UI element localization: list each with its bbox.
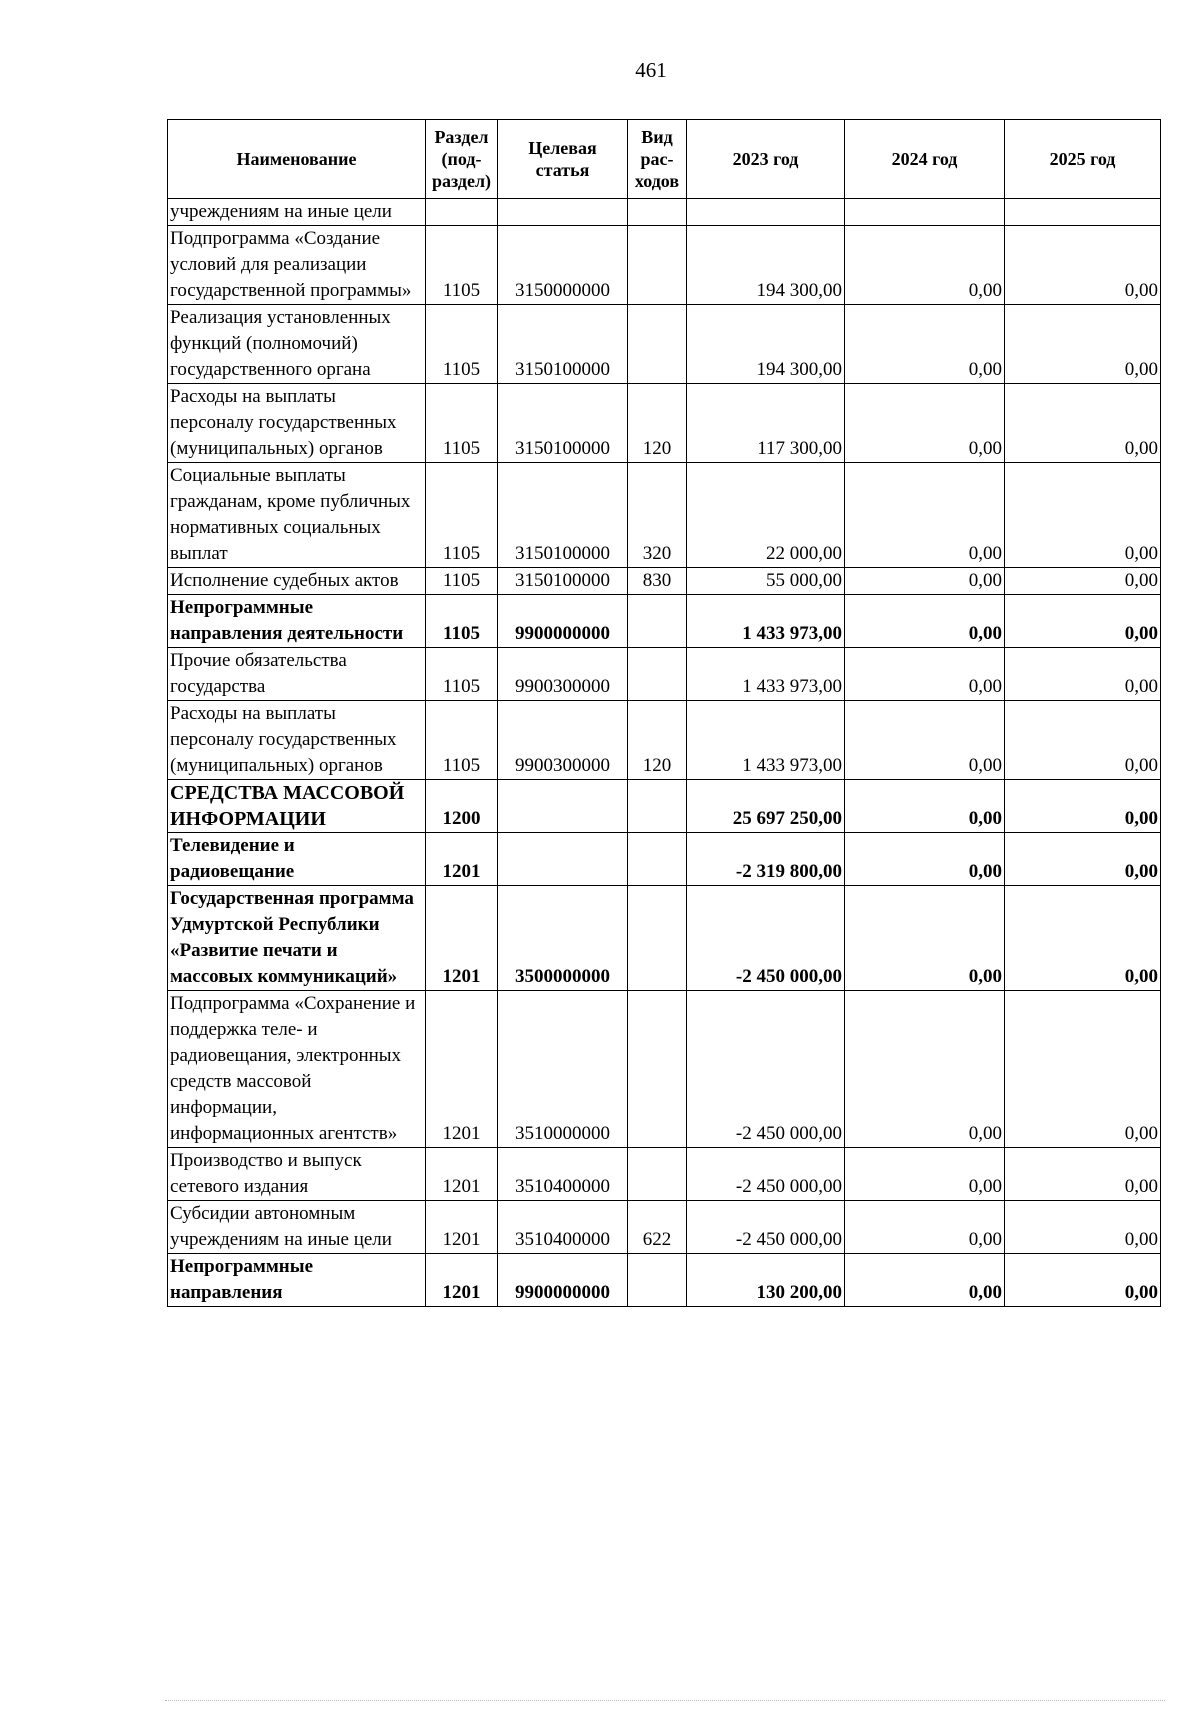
cell-2024: 0,00 [845, 595, 1005, 648]
header-2024: 2024 год [845, 120, 1005, 199]
cell-target: 9900000000 [498, 1254, 628, 1307]
cell-2023: -2 450 000,00 [687, 1201, 845, 1254]
cell-section: 1105 [426, 384, 498, 463]
cell-2025: 0,00 [1005, 305, 1161, 384]
cell-target: 9900300000 [498, 648, 628, 701]
table-row [168, 1201, 1161, 1254]
cell-2023: 130 200,00 [687, 1254, 845, 1307]
cell-target: 3150000000 [498, 226, 628, 305]
cell-name: СРЕДСТВА МАССОВОЙ ИНФОРМАЦИИ [168, 780, 426, 833]
header-2025: 2025 год [1005, 120, 1161, 199]
cell-2025: 0,00 [1005, 463, 1161, 568]
cell-expense-type [628, 305, 687, 384]
cell-name: Подпрограмма «Сохранение и поддержка теле- и радиовещания, электронных средств массовой информации, информационных агентств» [168, 991, 426, 1148]
table-row [168, 384, 1161, 463]
cell-2024: 0,00 [845, 648, 1005, 701]
cell-section: 1105 [426, 463, 498, 568]
cell-2023: 22 000,00 [687, 463, 845, 568]
cell-2024: 0,00 [845, 833, 1005, 886]
cell-2024 [845, 199, 1005, 226]
cell-expense-type [628, 780, 687, 833]
cell-target: 3150100000 [498, 463, 628, 568]
cell-target: 3150100000 [498, 568, 628, 595]
cell-section: 1201 [426, 833, 498, 886]
cell-expense-type [628, 1148, 687, 1201]
cell-2025: 0,00 [1005, 226, 1161, 305]
table-row [168, 1148, 1161, 1201]
table-row [168, 1254, 1161, 1307]
cell-2023: -2 450 000,00 [687, 886, 845, 991]
cell-2023: 1 433 973,00 [687, 595, 845, 648]
cell-2023: 117 300,00 [687, 384, 845, 463]
cell-section: 1105 [426, 701, 498, 780]
cell-name: Расходы на выплаты персоналу государственных (муниципальных) органов [168, 384, 426, 463]
cell-section: 1105 [426, 595, 498, 648]
cell-2024: 0,00 [845, 226, 1005, 305]
cell-2024: 0,00 [845, 384, 1005, 463]
cell-section: 1105 [426, 648, 498, 701]
cell-expense-type: 320 [628, 463, 687, 568]
header-name: Наименование [168, 120, 426, 199]
cell-2023: 25 697 250,00 [687, 780, 845, 833]
cell-target: 3150100000 [498, 384, 628, 463]
header-target: Целевая статья [498, 120, 628, 199]
cell-2024: 0,00 [845, 1201, 1005, 1254]
cell-target [498, 780, 628, 833]
cell-section: 1200 [426, 780, 498, 833]
cell-2024: 0,00 [845, 780, 1005, 833]
cell-expense-type: 120 [628, 384, 687, 463]
cell-target: 3150100000 [498, 305, 628, 384]
cell-2025 [1005, 199, 1161, 226]
cell-expense-type: 830 [628, 568, 687, 595]
header-section: Раздел (под- раздел) [426, 120, 498, 199]
table-row [168, 305, 1161, 384]
cell-2025: 0,00 [1005, 1201, 1161, 1254]
cell-target: 3510400000 [498, 1148, 628, 1201]
table-row [168, 568, 1161, 595]
cell-2023: -2 450 000,00 [687, 1148, 845, 1201]
cell-2025: 0,00 [1005, 384, 1161, 463]
cell-2024: 0,00 [845, 701, 1005, 780]
cell-name: Социальные выплаты гражданам, кроме публичных нормативных социальных выплат [168, 463, 426, 568]
cell-2025: 0,00 [1005, 991, 1161, 1148]
cell-section: 1201 [426, 991, 498, 1148]
cell-name: Исполнение судебных актов [168, 568, 426, 595]
cell-2023 [687, 199, 845, 226]
cell-target: 9900300000 [498, 701, 628, 780]
cell-2025: 0,00 [1005, 595, 1161, 648]
cell-name: Государственная программа Удмуртской Республики «Развитие печати и массовых коммуникаций» [168, 886, 426, 991]
cell-target: 3510400000 [498, 1201, 628, 1254]
table-body [168, 199, 1161, 1307]
cell-expense-type [628, 648, 687, 701]
table-row [168, 991, 1161, 1148]
cell-section: 1105 [426, 226, 498, 305]
cell-section: 1105 [426, 305, 498, 384]
cell-section: 1201 [426, 1148, 498, 1201]
cell-name: Непрограммные направления [168, 1254, 426, 1307]
cell-name: Реализация установленных функций (полномочий) государственного органа [168, 305, 426, 384]
table-row [168, 648, 1161, 701]
cell-2025: 0,00 [1005, 568, 1161, 595]
cell-target: 9900000000 [498, 595, 628, 648]
cell-2023: 1 433 973,00 [687, 701, 845, 780]
cell-expense-type: 622 [628, 1201, 687, 1254]
cell-2023: -2 319 800,00 [687, 833, 845, 886]
cell-name: Прочие обязательства государства [168, 648, 426, 701]
cell-2023: -2 450 000,00 [687, 991, 845, 1148]
cell-expense-type: 120 [628, 701, 687, 780]
cell-2025: 0,00 [1005, 886, 1161, 991]
cell-2025: 0,00 [1005, 1254, 1161, 1307]
cell-name: Телевидение и радиовещание [168, 833, 426, 886]
cell-target: 3510000000 [498, 991, 628, 1148]
footer-mark [165, 1700, 1165, 1703]
cell-section: 1201 [426, 886, 498, 991]
cell-expense-type [628, 886, 687, 991]
cell-name: Субсидии автономным учреждениям на иные цели [168, 1201, 426, 1254]
cell-2023: 194 300,00 [687, 305, 845, 384]
cell-2025: 0,00 [1005, 780, 1161, 833]
cell-section: 1105 [426, 568, 498, 595]
page-number: 461 [635, 58, 667, 82]
budget-table [167, 119, 1161, 1307]
cell-expense-type [628, 226, 687, 305]
header-expense-type: Вид рас- ходов [628, 120, 687, 199]
cell-2025: 0,00 [1005, 701, 1161, 780]
cell-name: Подпрограмма «Создание условий для реализации государственной программы» [168, 226, 426, 305]
cell-2023: 194 300,00 [687, 226, 845, 305]
cell-2023: 1 433 973,00 [687, 648, 845, 701]
cell-section [426, 199, 498, 226]
cell-2024: 0,00 [845, 886, 1005, 991]
header-row [168, 120, 1161, 199]
table-row [168, 701, 1161, 780]
cell-name: Непрограммные направления деятельности [168, 595, 426, 648]
cell-2025: 0,00 [1005, 1148, 1161, 1201]
cell-2024: 0,00 [845, 568, 1005, 595]
table-row [168, 226, 1161, 305]
cell-expense-type [628, 1254, 687, 1307]
cell-2024: 0,00 [845, 463, 1005, 568]
cell-expense-type [628, 199, 687, 226]
cell-2025: 0,00 [1005, 648, 1161, 701]
cell-2024: 0,00 [845, 991, 1005, 1148]
table-row [168, 463, 1161, 568]
cell-2025: 0,00 [1005, 833, 1161, 886]
table-row [168, 780, 1161, 833]
cell-target [498, 833, 628, 886]
cell-2024: 0,00 [845, 1254, 1005, 1307]
cell-expense-type [628, 595, 687, 648]
header-2023: 2023 год [687, 120, 845, 199]
cell-target: 3500000000 [498, 886, 628, 991]
cell-expense-type [628, 991, 687, 1148]
cell-target [498, 199, 628, 226]
table-row [168, 595, 1161, 648]
cell-expense-type [628, 833, 687, 886]
table-row [168, 886, 1161, 991]
cell-section: 1201 [426, 1201, 498, 1254]
cell-2023: 55 000,00 [687, 568, 845, 595]
cell-name: Производство и выпуск сетевого издания [168, 1148, 426, 1201]
cell-2024: 0,00 [845, 1148, 1005, 1201]
table-row [168, 833, 1161, 886]
table-row [168, 199, 1161, 226]
cell-name: учреждениям на иные цели [168, 199, 426, 226]
cell-2024: 0,00 [845, 305, 1005, 384]
cell-section: 1201 [426, 1254, 498, 1307]
cell-name: Расходы на выплаты персоналу государственных (муниципальных) органов [168, 701, 426, 780]
